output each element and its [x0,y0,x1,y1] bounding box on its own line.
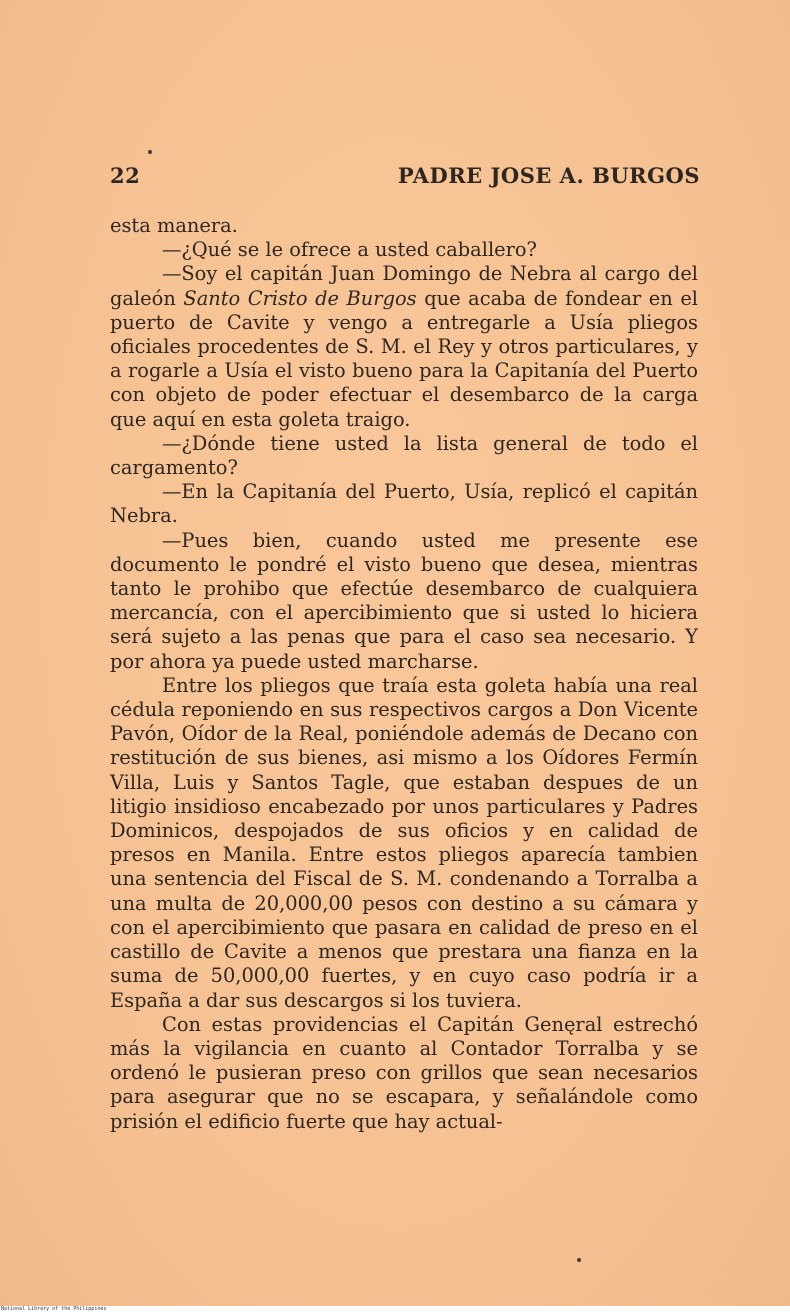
paragraph-text: —Soy el capitán Juan Domingo de Nebra al cargo del galeón [110,262,698,310]
paragraph: esta manera. [110,214,238,237]
page-number: 22 [110,163,141,188]
ink-speck [148,150,152,154]
footer-strip [0,1306,790,1313]
paragraph: —¿Qué se le ofrece a usted caballero? [162,238,537,262]
paragraph-text: que acaba de fondear en el puerto de Cavite y vengo a entregarle a Usía pliegos oficiales procedentes de S. M. el Rey y otros particulares, y a rogarle a Usía el visto bueno para la Capitanía del Puerto con objeto de poder efectuar el desembarco de la carga que aquí en esta goleta traigo. [110,286,699,431]
paragraph: Con estas providencias el Capitán Genęral estrechó más la vigilancia en cuanto al Contador Torralba y se ordenó le pusieran preso con grillos que sean necesarios para asegurar que no se escapara, y señalándole como prisión el edificio fuerte que hay actual- [110,1012,698,1133]
ship-name: Santo Cristo de Burgos [183,286,417,310]
running-title: PADRE JOSE A. BURGOS [397,163,700,188]
paragraph [110,262,698,431]
paragraph: —En la Capitanía del Puerto, Usía, replicó el capitán Nebra. [110,480,698,528]
paragraph: —¿Dónde tiene usted la lista general de todo el cargamento? [110,431,698,480]
paragraph: —Pues bien, cuando usted me presente ese documento le pondré el visto bueno que desea, mientras tanto le prohibo que efectúe desembarco de cualquiera mercancía, con el apercibimiento que si usted lo hiciera será sujeto a las penas que para el caso sea necesario. Y por ahora ya puede usted marcharse. [110,528,698,673]
body-text [110,214,698,1134]
paragraph: Entre los pliegos que traía esta goleta había una real cédula reponiendo en sus respectivos cargos a Don Vicente Pavón, Oídor de la Real, poniéndole además de Decano con restitución de sus bienes, asi mismo a los Oídores Fermín Villa, Luis y Santos Tagle, que estaban despues de un litigio insidioso encabezado por unos particulares y Padres Dominicos, despojados de sus oficios y en calidad de presos en Manila. Entre estos pliegos aparecía tambien una sentencia del Fiscal de S. M. condenando a Torralba a una multa de 20,000,00 pesos con destino a su cámara y con el apercibimiento que pasara en calidad de preso en el castillo de Cavite a menos que prestara una fianza en la suma de 50,000,00 fuertes, y en cuyo caso podría ir a España a dar sus descargos si los tuviera. [110,673,698,1012]
ink-speck [577,1258,581,1262]
library-credit: National Library of the Philippines [1,1306,107,1312]
